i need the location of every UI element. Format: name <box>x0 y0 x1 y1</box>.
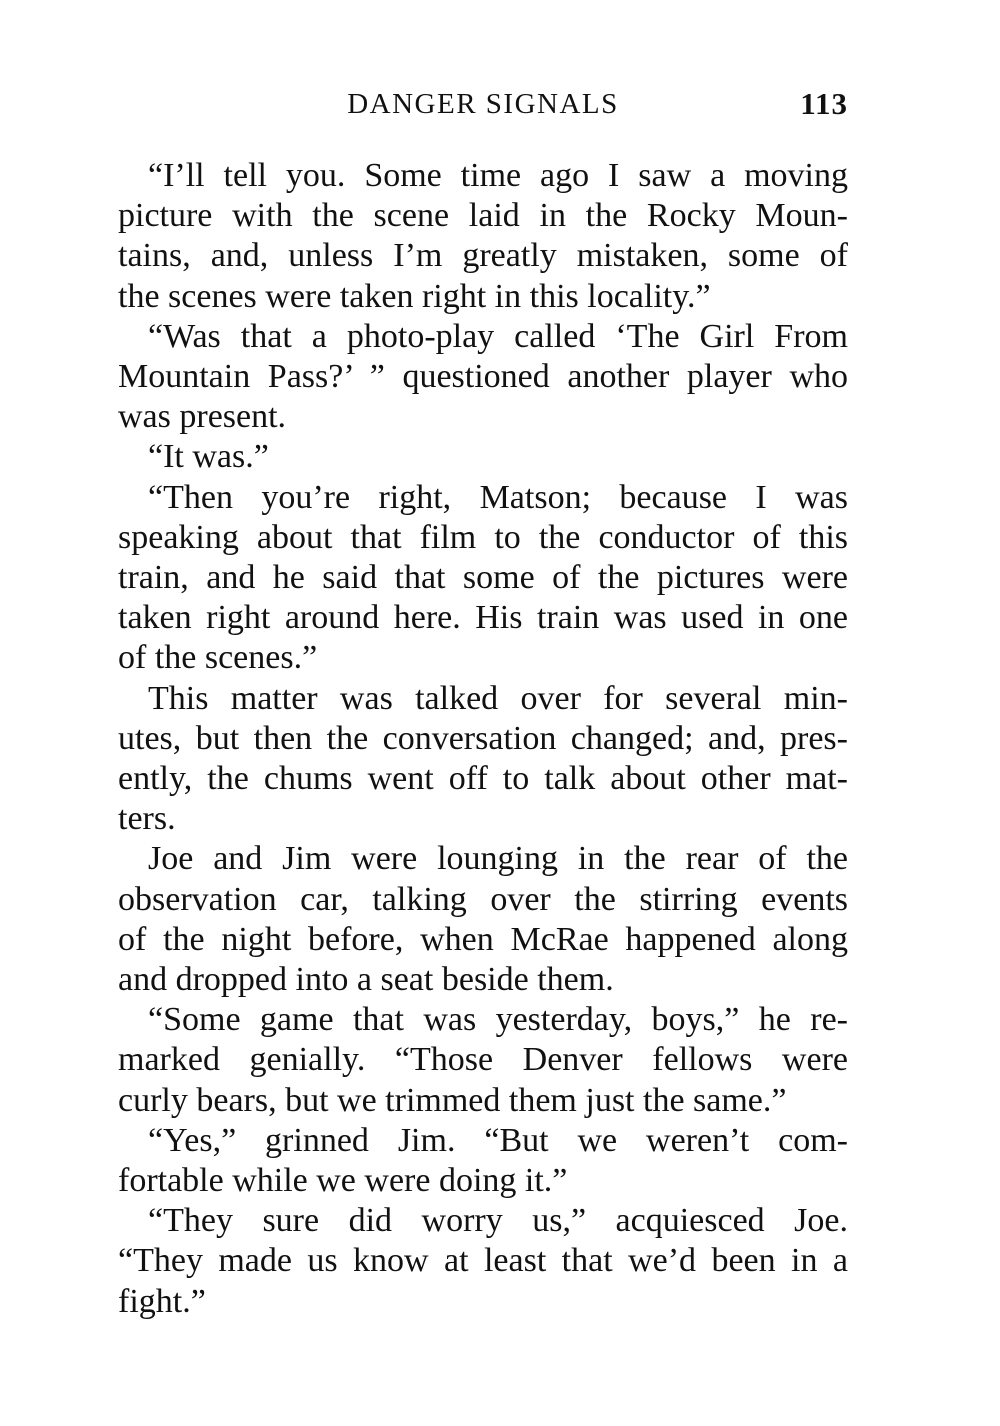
text-line: Mountain Pass?’ ” questioned another player who <box>118 358 848 396</box>
paragraph <box>118 1121 848 1201</box>
text-line: ently, the chums went off to talk about other mat- <box>118 760 848 798</box>
text-line: tains, and, unless I’m greatly mistaken, some of <box>118 237 848 275</box>
text-line: “They made us know at least that we’d been in a <box>118 1242 848 1280</box>
text-line: the scenes were taken right in this locality.” <box>118 277 711 315</box>
text-line: “It was.” <box>148 438 269 476</box>
text-line: and dropped into a seat beside them. <box>118 961 614 999</box>
text-line: “Then you’re right, Matson; because I was <box>148 478 848 516</box>
text-line: picture with the scene laid in the Rocky Moun- <box>118 197 848 235</box>
text-line: utes, but then the conversation changed; and, pres- <box>118 719 848 757</box>
page-number: 113 <box>800 86 848 121</box>
text-line: of the night before, when McRae happened along <box>118 920 848 958</box>
body-text <box>118 156 848 1322</box>
text-line: “I’ll tell you. Some time ago I saw a moving <box>148 157 848 194</box>
text-line: fortable while we were doing it.” <box>118 1162 568 1200</box>
text-line: “Yes,” grinned Jim. “But we weren’t com- <box>148 1121 848 1159</box>
text-line: Joe and Jim were lounging in the rear of the <box>148 840 848 878</box>
paragraph <box>118 839 848 1000</box>
text-line: speaking about that film to the conductor of this <box>118 518 848 556</box>
paragraph <box>118 156 848 317</box>
text-line: curly bears, but we trimmed them just the same.” <box>118 1081 787 1119</box>
text-line: “Was that a photo-play called ‘The Girl From <box>148 317 848 355</box>
paragraph <box>118 679 848 840</box>
text-line: fight.” <box>118 1282 206 1320</box>
running-head <box>118 84 848 128</box>
text-line: train, and he said that some of the pictures were <box>118 559 848 597</box>
paragraph <box>118 1000 848 1121</box>
text-line: “Some game that was yesterday, boys,” he re- <box>148 1001 848 1039</box>
text-line: ters. <box>118 800 176 838</box>
paragraph <box>118 1201 848 1322</box>
text-line: marked genially. “Those Denver fellows were <box>118 1041 848 1079</box>
text-line: taken right around here. His train was used in one <box>118 599 848 637</box>
text-line: observation car, talking over the stirring events <box>118 880 848 918</box>
text-line: of the scenes.” <box>118 639 318 677</box>
running-title: DANGER SIGNALS <box>347 88 619 120</box>
text-line: was present. <box>118 398 287 436</box>
paragraph <box>118 437 848 477</box>
text-line: This matter was talked over for several min- <box>148 679 848 717</box>
text-line: “They sure did worry us,” acquiesced Joe. <box>148 1202 848 1240</box>
paragraph <box>118 478 848 679</box>
paragraph <box>118 317 848 438</box>
